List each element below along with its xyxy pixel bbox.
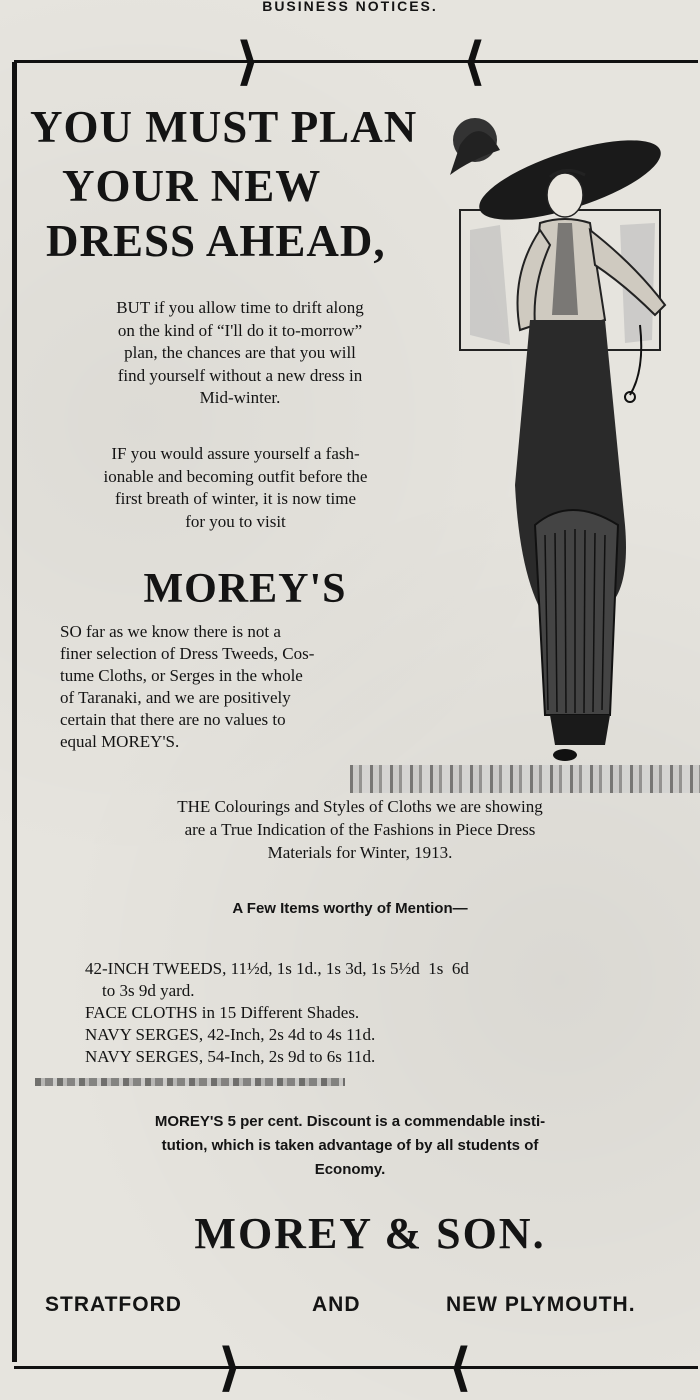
list-item: NAVY SERGES, 42-Inch, 2s 4d to 4s 11d. [85, 1025, 376, 1044]
intro-line: BUT if you allow time to drift along [116, 298, 364, 317]
page-section-header: BUSINESS NOTICES. [262, 0, 438, 14]
top-right-brace-ornament: ⟨ [462, 32, 486, 92]
selection-line: certain that there are no values to [60, 710, 286, 729]
mention-heading: A Few Items worthy of Mention— [232, 900, 468, 917]
town-connector: AND [312, 1293, 361, 1316]
left-border-line [12, 62, 17, 1362]
intro-line: find yourself without a new dress in [117, 365, 363, 385]
list-item: 42-INCH TWEEDS, 11½d, 1s 1d., 1s 3d, 1s 5½d 1s 6d [85, 959, 469, 978]
second-line: for you to visit [185, 511, 286, 531]
selection-line: of Taranaki, and we are positively [60, 688, 291, 707]
colourings-line: Materials for Winter, 1913. [267, 843, 453, 862]
town-right-new-plymouth: NEW PLYMOUTH. [446, 1293, 636, 1316]
discount-line: MOREY'S 5 per cent. Discount is a commendable insti- [154, 1113, 546, 1130]
headline-line-2: YOUR NEW [62, 161, 322, 211]
discount-line: tution, which is taken advantage of by all students of [161, 1137, 539, 1154]
headline-line-3: DRESS AHEAD, [46, 216, 386, 266]
store-name-moreys: MOREY'S [143, 566, 347, 612]
colourings-line: THE Colourings and Styles of Cloths we are showing [177, 797, 543, 816]
colourings-paragraph [60, 795, 660, 864]
intro-line: plan, the chances are that you will [124, 343, 356, 362]
headline-line-1: YOU MUST PLAN [30, 102, 418, 152]
colourings-line: are a True Indication of the Fashions in Piece Dress [184, 820, 536, 839]
bottom-right-brace-ornament: ⟨ [448, 1338, 472, 1398]
top-left-brace-ornament: ⟩ [236, 32, 260, 92]
selection-line: finer selection of Dress Tweeds, Cos- [60, 644, 315, 663]
bottom-rule [14, 1366, 698, 1369]
intro-line: Mid-winter. [199, 388, 281, 407]
ground-strip-ornament [350, 765, 700, 793]
selection-line: equal MOREY'S. [60, 732, 180, 751]
discount-notice [70, 1110, 630, 1182]
selection-paragraph [60, 621, 400, 753]
firm-name: MOREY & SON. [194, 1209, 546, 1258]
intro-paragraph [55, 297, 425, 410]
separator-ornament [35, 1078, 345, 1086]
list-item: NAVY SERGES, 54-Inch, 2s 9d to 6s 11d. [85, 1047, 376, 1066]
second-paragraph [48, 443, 423, 533]
second-line: ionable and becoming outfit before the [103, 466, 368, 486]
bottom-left-brace-ornament: ⟩ [218, 1338, 242, 1398]
list-item: FACE CLOTHS in 15 Different Shades. [85, 1003, 360, 1022]
second-line: first breath of winter, it is now time [114, 489, 357, 508]
intro-line: on the kind of “I'll do it to-morrow” [117, 320, 363, 340]
selection-line: tume Cloths, or Serges in the whole [60, 666, 303, 685]
items-list [85, 958, 469, 1068]
discount-line: Economy. [314, 1161, 386, 1178]
list-item: to 3s 9d yard. [85, 981, 195, 1000]
top-rule [14, 60, 698, 63]
second-line: IF you would assure yourself a fash- [111, 444, 360, 463]
selection-line: SO far as we know there is not a [60, 622, 281, 641]
lady-fashion-illustration [440, 105, 695, 770]
town-left-stratford: STRATFORD [45, 1293, 182, 1316]
